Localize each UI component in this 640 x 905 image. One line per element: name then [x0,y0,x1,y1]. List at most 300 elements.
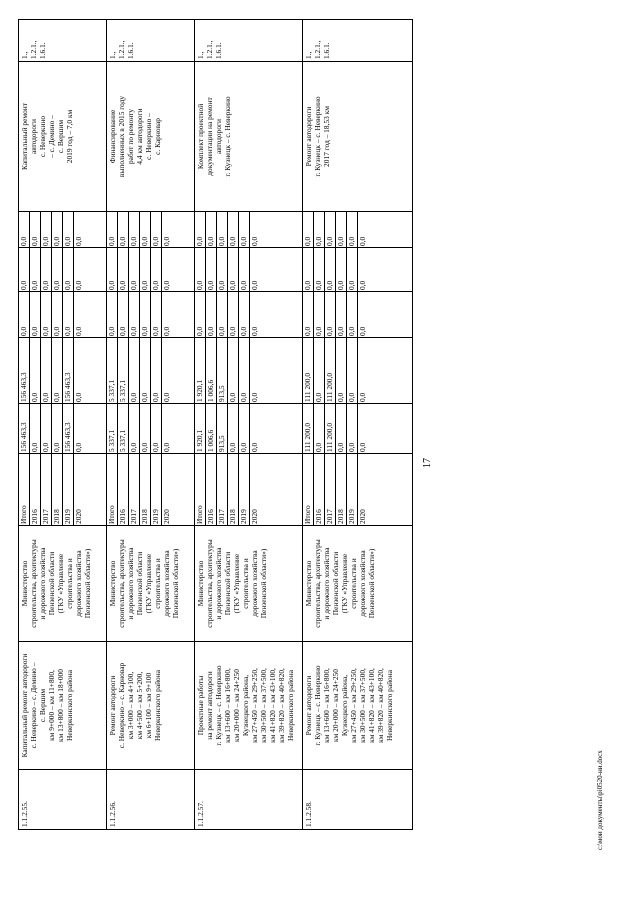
value-cell: 0,0 [63,292,74,337]
table-row [19,20,107,830]
value-cell: 1 920,1 [195,338,206,403]
value-cell: 0,0 [325,292,336,337]
value-cell: 0,0 [30,292,41,337]
value-cell: 0,0 [74,326,83,336]
value-cell: 0,0 [217,292,228,337]
value-cell: 5 337,1 [107,404,118,453]
total-cell [19,404,107,454]
value-cell: 0,0 [325,248,336,291]
text-line: Министерство [304,560,313,607]
text-line: км 39+820 – км 40+820, [376,668,385,743]
text-line: строительства и [153,558,162,609]
text-line: – с. Демино – [47,115,56,158]
value-cell: 0,0 [52,292,63,337]
local-cell [195,248,303,292]
value-cell: 156 463,3 [19,338,30,403]
text-line: Министерство [196,560,205,607]
text-line: Неверкинского района [65,670,74,741]
text-line: км 39+820 – км 40+820, [277,668,286,743]
result-cell [303,62,413,212]
values-local [195,248,260,291]
text-line: Финансирование [108,109,117,164]
regional-cell [107,338,195,404]
value-cell: 0,0 [206,292,217,337]
values-federal [19,292,84,337]
value-cell: 0,0 [151,212,162,247]
value-cell: 0,0 [30,404,41,453]
value-cell: 0,0 [151,248,162,291]
value-cell: 0,0 [151,404,162,453]
value-cell: 0,0 [347,338,358,403]
values-local [303,248,368,291]
text-line: Пензенской области [47,551,56,616]
text-line: Пензенской области [135,551,144,616]
table-row [303,20,413,830]
link-cell [107,20,195,62]
text-line: и дорожного хозяйства [126,547,135,620]
text-line: с. Неверкино [38,115,47,158]
value-cell: 0,0 [336,292,347,337]
text-line: (ГКУ «Управление [56,553,65,614]
values-regional [195,338,260,403]
years-cell [303,454,413,526]
text-line: и дорожного хозяйства [322,547,331,620]
value-cell: 2020 [250,509,259,524]
program-table [18,19,413,830]
text-line: 1.6.1. [126,42,135,59]
value-cell: 0,0 [41,338,52,403]
values-other [303,212,368,247]
years-cell [19,454,107,526]
value-cell: 0,0 [217,212,228,247]
value-cell: 0,0 [74,280,83,290]
values-federal [195,292,260,337]
result-cell [195,62,303,212]
text-line: Неверкинского района [286,670,295,741]
value-cell: 0,0 [118,292,129,337]
value-cell: 0,0 [140,338,151,403]
value-cell: 0,0 [140,404,151,453]
values-local [107,248,172,291]
executor-cell [195,526,303,642]
value-cell: 0,0 [347,212,358,247]
text-line: Пензенской области») [367,548,376,619]
text-line: Ремонт автодороги [304,106,313,167]
activity-name-cell [107,642,195,770]
table-row [107,20,195,830]
values-total [19,404,84,453]
text-line: км 20+000 – км 24+250 [232,669,241,742]
years-cell [107,454,195,526]
value-cell: 0,0 [107,292,118,337]
value-cell: 0,0 [347,404,358,453]
text-line: 1.6.1. [322,42,331,59]
text-line: Ремонт автодороги [304,675,313,736]
value-cell: 156 463,3 [19,404,30,453]
text-line: 1., [108,51,117,59]
text-line: с. Неверкино – с. Демино – [29,662,38,749]
item-number: 1.1.2.55. [20,801,29,827]
value-cell: 0,0 [30,248,41,291]
value-cell: 0,0 [118,212,129,247]
value-cell: 0,0 [358,392,367,402]
value-cell: 0,0 [129,248,140,291]
text-line: (ГКУ «Управление [232,553,241,614]
text-line: г. Кузнецк – с. Неверкино [214,665,223,746]
value-cell: 0,0 [140,292,151,337]
value-cell: 0,0 [52,212,63,247]
value-cell: 0,0 [336,212,347,247]
activity-name-cell [19,642,107,770]
value-cell: Итого [19,454,30,525]
value-cell: 0,0 [19,292,30,337]
value-cell: 0,0 [107,212,118,247]
text-line: 2019 год – 7,0 км [65,109,74,164]
value-cell: 0,0 [140,212,151,247]
text-line: км 13+600 – км 16+800, [322,668,331,743]
text-line: Пензенской области») [83,548,92,619]
value-cell: 0,0 [314,292,325,337]
executor-cell [107,526,195,642]
text-line: дорожного хозяйства [162,550,171,617]
value-cell: 0,0 [162,236,171,246]
value-cell: 0,0 [63,212,74,247]
other-cell [19,212,107,248]
text-line: с. Карновар [153,118,162,155]
values-federal [303,292,368,337]
value-cell: 5 337,1 [118,338,129,403]
value-cell: 2016 [206,454,217,525]
value-cell: 2020 [358,509,367,524]
text-line: строительства, архитектуры [205,539,214,628]
text-line: км 13+600 – км 16+800, [223,668,232,743]
text-line: и дорожного хозяйства [38,547,47,620]
value-cell: 0,0 [228,248,239,291]
value-cell: 156 463,3 [63,338,74,403]
values-other [19,212,84,247]
total-cell [195,404,303,454]
value-cell: Итого [303,454,314,525]
value-cell: 0,0 [107,248,118,291]
activity-name-cell [303,642,413,770]
value-cell: 0,0 [250,236,259,246]
value-cell: 0,0 [52,404,63,453]
text-line: строительства, архитектуры [29,539,38,628]
text-line: км 30+500 – км 37+500, [259,668,268,743]
page-number: 17 [422,458,433,468]
item-number: 1.1.2.56. [108,801,117,827]
values-regional [303,338,368,403]
text-line: и дорожного хозяйства [214,547,223,620]
value-cell: 0,0 [358,236,367,246]
regional-cell [19,338,107,404]
values-federal [107,292,172,337]
value-cell: 0,0 [206,248,217,291]
text-line: км 20+000 – км 24+250 [331,669,340,742]
value-cell: 2018 [336,454,347,525]
values-other [107,212,172,247]
value-cell: 0,0 [358,442,367,452]
value-cell: 0,0 [358,280,367,290]
values-total [303,404,368,453]
value-cell: 0,0 [239,404,250,453]
value-cell: 0,0 [140,248,151,291]
value-cell: 0,0 [228,212,239,247]
other-cell [303,212,413,248]
text-line: Пензенской области [223,551,232,616]
years-list [303,454,368,525]
text-line: г. Кузнецк – с. Неверкино [313,665,322,746]
value-cell: 0,0 [74,392,83,402]
value-cell: 0,0 [19,212,30,247]
value-cell: 0,0 [336,338,347,403]
text-line: 1., [304,51,313,59]
text-line: документации на ремонт [205,97,214,176]
text-line: автодороги [214,118,223,155]
value-cell: 0,0 [195,292,206,337]
value-cell: 1 006,6 [206,338,217,403]
value-cell: 0,0 [74,236,83,246]
value-cell: 0,0 [250,442,259,452]
text-line: км 41+820 – км 43+100, [268,668,277,743]
value-cell: 0,0 [303,292,314,337]
values-total [195,404,260,453]
text-line: Неверкинского района [385,670,394,741]
value-cell: 0,0 [347,292,358,337]
value-cell: 0,0 [30,338,41,403]
value-cell: 0,0 [303,212,314,247]
value-cell: 111 200,0 [303,404,314,453]
federal-cell [107,292,195,338]
total-cell [107,404,195,454]
text-line: строительства, архитектуры [313,539,322,628]
text-line: км 30+500 – км 37+500, [358,668,367,743]
years-list [107,454,172,525]
text-line: строительства и [241,558,250,609]
table-row [195,20,303,830]
text-line: км 4+500 – км 5+200, [135,671,144,740]
value-cell: 111 200,0 [303,338,314,403]
text-line: с. Неверкино – с. Карновар [117,662,126,749]
value-cell: 2017 [129,454,140,525]
result-cell [19,62,107,212]
text-line: Министерство [108,560,117,607]
item-number-cell [195,770,303,830]
value-cell: 0,0 [314,338,325,403]
value-cell: 0,0 [250,280,259,290]
value-cell: 0,0 [314,212,325,247]
value-cell: 2017 [325,454,336,525]
text-line: Проектные работы [196,675,205,736]
item-number-cell [303,770,413,830]
text-line: 1.2.1., [205,40,214,59]
text-line: км 3+000 – км 4+100, [126,671,135,740]
text-line: 1., [20,51,29,59]
value-cell: 2019 [63,454,74,525]
value-cell: 0,0 [314,248,325,291]
text-line: работ по ремонту [126,108,135,165]
text-line: с. Вершим [56,119,65,154]
activity-name-cell [195,642,303,770]
value-cell: 0,0 [129,404,140,453]
value-cell: 0,0 [195,212,206,247]
text-line: км 27+450 – км 29+250, [250,668,259,743]
link-cell [303,20,413,62]
text-line: Неверкинского района [153,670,162,741]
value-cell: 5 337,1 [107,338,118,403]
value-cell: 0,0 [303,248,314,291]
value-cell: 111 200,0 [325,338,336,403]
text-line: (ГКУ «Управление [144,553,153,614]
text-line: г. Кузнецк – с. Неверкино [313,96,322,177]
text-line: 1.6.1. [214,42,223,59]
value-cell: Итого [195,454,206,525]
value-cell: 0,0 [30,212,41,247]
text-line: выполненных в 2015 году [117,95,126,178]
value-cell: 0,0 [129,212,140,247]
value-cell: 2020 [162,509,171,524]
value-cell: 913,5 [217,338,228,403]
years-list [195,454,260,525]
total-cell [303,404,413,454]
value-cell: 2020 [74,509,83,524]
text-line: дорожного хозяйства [358,550,367,617]
value-cell: 2018 [140,454,151,525]
text-line: строительства и [65,558,74,609]
value-cell: 0,0 [52,338,63,403]
value-cell: 1 920,1 [195,404,206,453]
federal-cell [195,292,303,338]
value-cell: 0,0 [151,338,162,403]
federal-cell [303,292,413,338]
local-cell [19,248,107,292]
value-cell: 111 200,0 [325,404,336,453]
value-cell: 2016 [314,454,325,525]
text-line: на ремонт автодороги [205,671,214,740]
text-line: Ремонт автодороги [108,675,117,736]
value-cell: 2018 [228,454,239,525]
item-number-cell [19,770,107,830]
value-cell: 2018 [52,454,63,525]
value-cell: 0,0 [217,248,228,291]
text-line: строительства, архитектуры [117,539,126,628]
value-cell: 2019 [151,454,162,525]
other-cell [195,212,303,248]
executor-cell [303,526,413,642]
local-cell [303,248,413,292]
value-cell: 0,0 [228,404,239,453]
text-line: км 13+800 – км 18+000 [56,669,65,742]
value-cell: 0,0 [162,280,171,290]
value-cell: 0,0 [239,338,250,403]
value-cell: 0,0 [336,404,347,453]
value-cell: 2019 [347,454,358,525]
value-cell: 0,0 [41,292,52,337]
text-line: Пензенской области [331,551,340,616]
link-cell [19,20,107,62]
item-number-cell [107,770,195,830]
value-cell: 0,0 [228,292,239,337]
text-line: г. Кузнецк – с. Неверкино [223,96,232,177]
value-cell: Итого [107,454,118,525]
text-line: км 41+820 – км 43+100, [367,668,376,743]
text-line: 1., [196,51,205,59]
value-cell: 2017 [217,454,228,525]
values-total [107,404,172,453]
value-cell: 0,0 [41,248,52,291]
text-line: Министерство [20,560,29,607]
other-cell [107,212,195,248]
local-cell [107,248,195,292]
text-line: дорожного хозяйства [74,550,83,617]
executor-cell [19,526,107,642]
text-line: 1.2.1., [313,40,322,59]
text-line: дорожного хозяйства [250,550,259,617]
value-cell: 156 463,3 [63,404,74,453]
text-line: км 6+100 – км 9+100 [144,672,153,739]
value-cell: 0,0 [314,404,325,453]
value-cell: 0,0 [195,248,206,291]
value-cell: 0,0 [228,338,239,403]
value-cell: 0,0 [325,212,336,247]
footer-file-path: c:\мои документы\pi0520-ни.docx [596,750,604,850]
text-line: 1.2.1., [29,40,38,59]
item-number: 1.1.2.58. [304,801,313,827]
values-local [19,248,84,291]
link-cell [195,20,303,62]
value-cell: 0,0 [74,442,83,452]
value-cell: 0,0 [239,212,250,247]
text-line: Кузнецкого района, [241,674,250,737]
text-line: (ГКУ «Управление [340,553,349,614]
text-line: 1.6.1. [38,42,47,59]
value-cell: 0,0 [358,326,367,336]
text-line: Пензенской области») [259,548,268,619]
text-line: Капитальный ремонт автодороги [20,653,29,758]
text-line: 4,4 км автодороги [135,108,144,165]
regional-cell [303,338,413,404]
value-cell: 0,0 [239,292,250,337]
values-regional [19,338,84,403]
value-cell: 2016 [118,454,129,525]
text-line: строительства и [349,558,358,609]
value-cell: 0,0 [206,212,217,247]
value-cell: 913,5 [217,404,228,453]
text-line: Комплект проектной [196,103,205,170]
value-cell: 0,0 [19,248,30,291]
text-line: с. Неверкино – [144,113,153,160]
years-list [19,454,84,525]
text-line: Кузнецкого района, [340,674,349,737]
value-cell: 0,0 [336,248,347,291]
years-cell [195,454,303,526]
value-cell: 0,0 [41,404,52,453]
regional-cell [195,338,303,404]
value-cell: 0,0 [239,248,250,291]
text-line: км 27+450 – км 29+250, [349,668,358,743]
text-line: с. Вершим [38,688,47,723]
values-regional [107,338,172,403]
values-other [195,212,260,247]
value-cell: 0,0 [118,248,129,291]
value-cell: 2019 [239,454,250,525]
value-cell: 0,0 [63,248,74,291]
value-cell: 0,0 [41,212,52,247]
value-cell: 0,0 [250,326,259,336]
value-cell: 0,0 [151,292,162,337]
value-cell: 0,0 [129,338,140,403]
table-body [19,20,413,830]
